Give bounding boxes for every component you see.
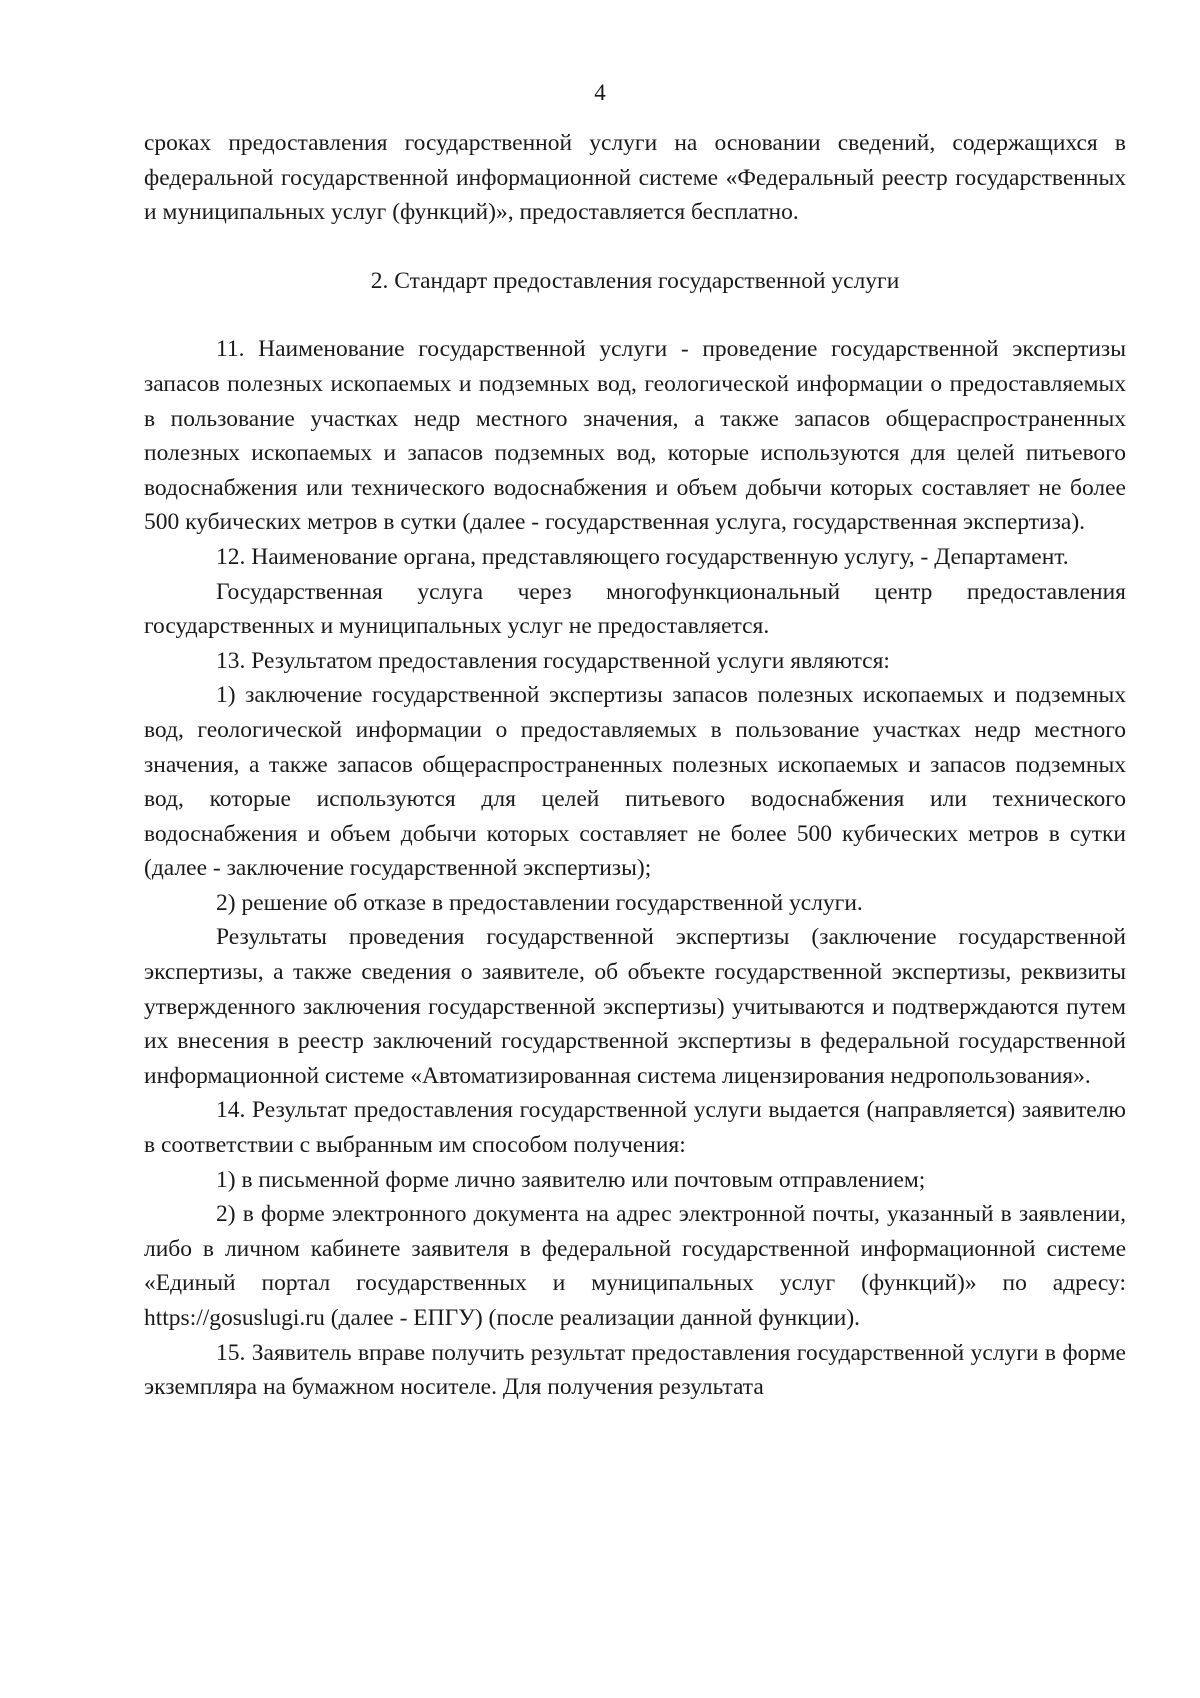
paragraph-13: 13. Результатом предоставления государственной услуги являются: bbox=[216, 647, 890, 674]
section-heading: 2. Стандарт предоставления государственной услуги bbox=[370, 267, 900, 294]
paragraph-13-item-2: 2) решение об отказе в предоставлении государственной услуги. bbox=[216, 889, 863, 916]
paragraph-continuation: сроках предоставления государственной услуги на основании сведений, содержащихся в федеральной государственной информационной системе «Федеральный реестр государственных и муниципальных услуг (функций)», предоставляется бесплатно. bbox=[144, 130, 1126, 226]
paragraph-13-item-1: 1) заключение государственной экспертизы запасов полезных ископаемых и подземных вод, геологической информации о предоставляемых в пользование участках недр местного значения, а также запасов общераспространенных полезных ископаемых и запасов подземных вод, которые используются для целей питьевого водоснабжения или технического водоснабжения и объем добычи которых составляет не более 500 кубических метров в сутки (далее - заключение государственной экспертизы); bbox=[144, 682, 1126, 882]
page-number: 4 bbox=[594, 80, 606, 105]
paragraph-14: 14. Результат предоставления государственной услуги выдается (направляется) заявителю в соответствии с выбранным им способом получения: bbox=[144, 1097, 1126, 1159]
document-body bbox=[144, 126, 1126, 1405]
paragraph-12: 12. Наименование органа, представляющего государственную услугу, - Департамент. bbox=[216, 543, 1069, 570]
paragraph-14-item-1: 1) в письменной форме лично заявителю или почтовым отправлением; bbox=[216, 1166, 926, 1193]
paragraph-15: 15. Заявитель вправе получить результат предоставления государственной услуги в форме экземпляра на бумажном носителе. Для получения результата bbox=[144, 1339, 1126, 1401]
paragraph-mfc: Государственная услуга через многофункциональный центр предоставления государственных и муниципальных услуг не предоставляется. bbox=[144, 578, 1126, 640]
paragraph-11: 11. Наименование государственной услуги - проведение государственной экспертизы запасов полезных ископаемых и подземных вод, геологической информации о предоставляемых в пользование участках недр местного значения, а также запасов общераспространенных полезных ископаемых и запасов подземных вод, которые используются для целей питьевого водоснабжения или технического водоснабжения и объем добычи которых составляет не более 500 кубических метров в сутки (далее - государственная услуга, государственная экспертиза). bbox=[144, 336, 1126, 536]
paragraph-results: Результаты проведения государственной экспертизы (заключение государственной экспертизы, а также сведения о заявителе, об объекте государственной экспертизы, реквизиты утвержденного заключения государственной экспертизы) учитываются и подтверждаются путем их внесения в реестр заключений государственной экспертизы в федеральной государственной информационной системе «Автоматизированная система лицензирования недропользования». bbox=[144, 924, 1126, 1089]
paragraph-14-item-2: 2) в форме электронного документа на адрес электронной почты, указанный в заявлении, либо в личном кабинете заявителя в федеральной государственной информационной системе «Единый портал государственных и муниципальных услуг (функций)» по адресу: https://gosuslugi.ru (далее - ЕПГУ) (после реализации данной функции). bbox=[144, 1201, 1126, 1331]
